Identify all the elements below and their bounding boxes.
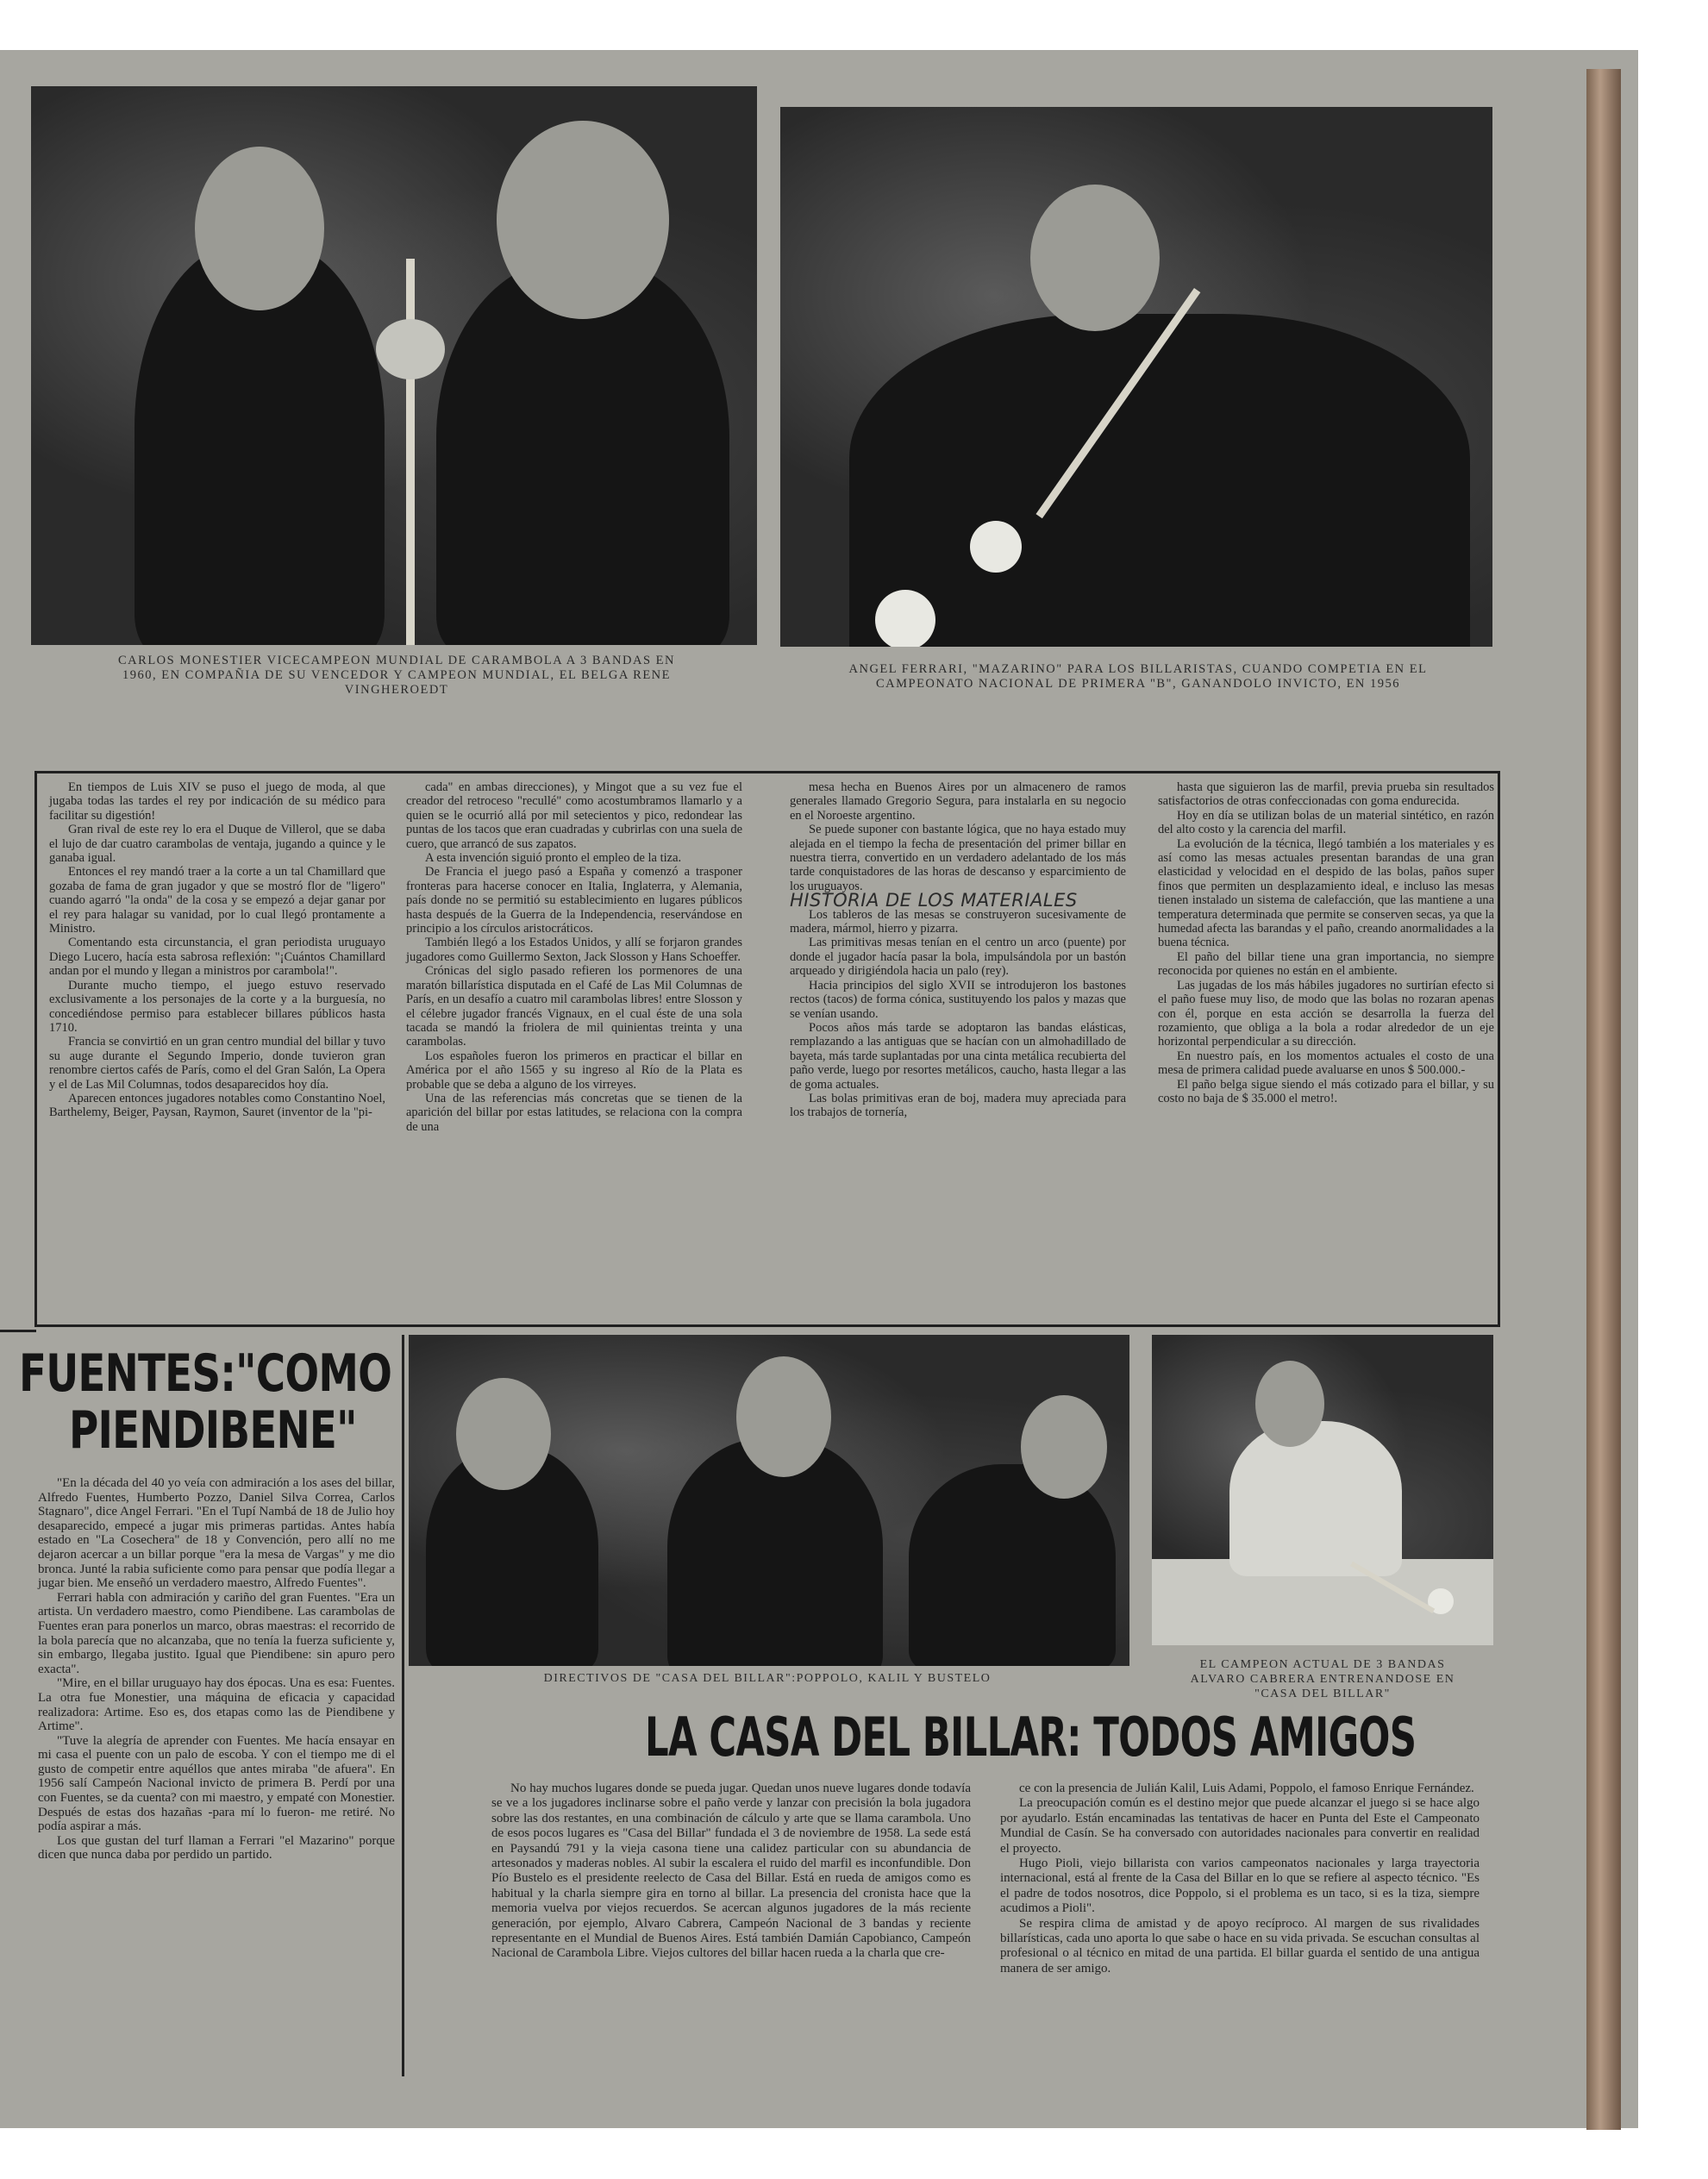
paragraph: Francia se convirtió en un gran centro mundial del billar y tuvo su auge durante el Segundo Imperio, donde tuvieron gran renombre ciertos cafés de París, como el del Gran Salón, La Opera y el de Las Mil Columnas, todos desaparecidos hoy día. — [49, 1035, 385, 1092]
divider — [0, 1330, 36, 1332]
paragraph: "Mire, en el billar uruguayo hay dos épocas. Una es esa: Fuentes. La otra fue Monestier, una máquina de eficacia y capacidad realizadora: Artime. Eso es, dos etapas como las de Piendibene y Artime". — [38, 1676, 395, 1734]
paragraph: "En la década del 40 yo veía con admiración a los ases del billar, Alfredo Fuentes, Humberto Pozzo, Daniel Silva Correa, Carlos Stagnaro", dice Angel Ferrari. "En el Tupí Nambá de 18 de Julio hoy desaparecido, empecé a jugar mis primeras partidas. Antes había estado en "La Cosechera" de 18 y Convención, pero allí no me dejaron acercar a un billar porque "era la mesa de Vargas" y me dio bronca. Junté la rabia suficiente como para pensar que podía llegar a jugar bien. Me enseñó un verdadero maestro, Alfredo Fuentes". — [38, 1476, 395, 1591]
caption-top-right — [793, 662, 1483, 692]
caption-bottom-right — [1152, 1657, 1493, 1701]
paragraph: cada" en ambas direcciones), y Mingot que a su vez fue el creador del retroceso "recullé" como acostumbramos llamarlo y a quien se le ocurrió allá por mil setecientos y pico, redondear las puntas de los tacos que eran cuadradas y cubrirlas con una suela de cuero, que arrancó de sus zapatos. — [406, 780, 742, 851]
caption-line: "CASA DEL BILLAR" — [1254, 1687, 1391, 1700]
caption-line: ALVARO CABRERA ENTRENANDOSE EN — [1190, 1673, 1455, 1686]
newspaper-page — [0, 50, 1638, 2128]
paragraph: Hacia principios del siglo XVII se introdujeron los bastones rectos (tacos) de forma cónica, sustituyendo los palos y mazas que se venían usando. — [790, 978, 1126, 1021]
history-article-box — [34, 771, 1500, 1327]
paragraph: También llegó a los Estados Unidos, y allí se forjaron grandes jugadores como Guillermo Sexton, Jack Slosson y Hans Schoeffer. — [406, 936, 742, 964]
headline-casa-del-billar: LA CASA DEL BILLAR: TODOS AMIGOS — [645, 1706, 1417, 1769]
paragraph: El paño del billar tiene una gran importancia, no siempre reconocida por quienes no están en el ambiente. — [1158, 949, 1494, 979]
photo-ferrari-playing — [780, 107, 1492, 647]
photo-directivos-casa-del-billar — [409, 1335, 1129, 1666]
paragraph: Las jugadas de los más hábiles jugadores no surtirían efecto si el paño fuese muy liso, de modo que las bolas no rozaran apenas con él, porque en esta acción se desarrolla la fuerza del rozamiento, que obliga a la bola a rodar alrededor de un eje horizontal perpendicular a su dirección. — [1158, 978, 1494, 1049]
page-edge — [1586, 69, 1621, 2130]
paragraph: Hugo Pioli, viejo billarista con varios campeonatos nacionales y larga trayectoria internacional, está al frente de la Casa del Billar en lo que se refiere al aspecto técnico. "Es el padre de todos nosotros, dice Poppolo, si el problema es un taco, si es la tiza, siempre acudimos a Pioli". — [1000, 1857, 1480, 1916]
paragraph: "Tuve la alegría de aprender con Fuentes. Me hacía ensayar en mi casa el puente con un palo de escoba. Y con el tiempo me di el gusto de competir entre aquéllos que antes miraba "de afuera". En 1956 salí Campeón Nacional invicto de primera B. Perdí por una con Fuentes, se da cuenta? con mi maestro, y empaté con Monestier. Después de estas dos hazañas -para mí lo fueron- me retiré. No podía aspirar a más. — [38, 1733, 395, 1834]
paragraph: Ferrari habla con admiración y cariño del gran Fuentes. "Era un artista. Un verdadero maestro, como Piendibene. Las carambolas de Fuentes eran para ponerlos un marco, obras maestras: el recorrido de la bola parecía que no alcanzaba, que no tenía la fuerza suficiente y, sin embargo, llegaba justito. Igual que Piendibene: sin apuro pero exacta". — [38, 1590, 395, 1676]
paragraph: Una de las referencias más concretas que se tienen de la aparición del billar por estas latitudes, se relaciona con la compra de una — [406, 1091, 742, 1134]
photo-alvaro-cabrera-training — [1152, 1335, 1493, 1645]
paragraph: Se puede suponer con bastante lógica, que no haya estado muy alejada en el tiempo la fecha de presentación del primer billar en nuestra tierra, convertido en un verdadero adelantado de los más tarde conquistadores de las horas de descanso y esparcimiento de los uruguayos. — [790, 823, 1126, 893]
subhead-historia-materiales: HISTORIA DE LOS MATERIALES — [790, 890, 1078, 911]
paragraph: Hoy en día se utilizan bolas de un material sintético, en razón del alto costo y la carencia del marfil. — [1158, 808, 1494, 837]
paragraph: Aparecen entonces jugadores notables como Constantino Noel, Barthelemy, Beiger, Paysan, Raymon, Sauret (inventor de la "pi- — [49, 1091, 385, 1120]
caption-bottom-middle: DIRECTIVOS DE "CASA DEL BILLAR":POPPOLO, KALIL Y BUSTELO — [543, 1672, 992, 1685]
paragraph: Gran rival de este rey lo era el Duque de Villerol, que se daba el lujo de dar cuatro carambolas de ventaja, jugando a quince y le ganaba igual. — [49, 823, 385, 866]
history-column-3 — [790, 780, 1126, 1120]
paragraph: Durante mucho tiempo, el juego estuvo reservado exclusivamente a los personajes de la corte y a la burguesía, no concediéndose permiso para establecer billares públicos hasta 1710. — [49, 978, 385, 1035]
paragraph: Entonces el rey mandó traer a la corte a un tal Chamillard que gozaba de fama de gran jugador y que se mostró flor de "ligero" cuando agarró "la onda" de la cosa y se empezó a dejar ganar por el rey para halagar su vanidad, por lo cual llegó prontamente a Ministro. — [49, 865, 385, 936]
photo-monestier-vingheroedt — [31, 86, 757, 645]
paragraph: La preocupación común es el destino mejor que puede alcanzar el juego si se hace algo por ayudarlo. Están encaminadas las tentativas de hacer en Punta del Este el Campeonato Mundial de Casín. Se ha conversado con autoridades nacionales para convertir en realidad el proyecto. — [1000, 1796, 1480, 1856]
paragraph: Pocos años más tarde se adoptaron las bandas elásticas, remplazando a las antiguas que se hacían con un almohadillado de bayeta, más tarde suplantadas por una cinta metálica recubierta del paño verde, luego por resortes metálicos, caucho, hasta llegar a las de goma actuales. — [790, 1020, 1126, 1092]
caption-top-left — [52, 654, 741, 698]
paragraph: No hay muchos lugares donde se pueda jugar. Quedan unos nueve lugares donde todavía se ve a los jugadores inclinarse sobre el paño verde y lanzar con precisión la bola jugadora sobre las dos restantes, en una combinación de cálculo y arte que se llama carambola. Uno de esos pocos lugares es "Casa del Billar" fundada el 3 de noviembre de 1958. La sede está en Paysandú 791 y la vieja casona tiene una calidez particular con su abundancia de artesonados y maderas nobles. Al subir la escalera el ruido del marfil es inconfundible. Don Pío Bustelo es el presidente reelecto de Casa del Billar. Está en rueda de amigos como es habitual y la charla siempre gira en torno al billar. La presencia del cronista hace que la memoria vuelva por viejos recuerdos. Se acercan algunos jugadores de la más reciente generación, por ejemplo, Alvaro Cabrera, Campeón Nacional de 3 bandas y reciente representante en el Mundial de Buenos Aires. Está también Damián Capobianco, Campeón Nacional de Carambola Libre. Viejos cultores del billar hacen rueda a la charla que cre- — [491, 1781, 971, 1961]
paragraph: Los que gustan del turf llaman a Ferrari "el Mazarino" porque dicen que nunca daba por perdido un partido. — [38, 1833, 395, 1863]
caption-line: CARLOS MONESTIER VICECAMPEON MUNDIAL DE CARAMBOLA A 3 BANDAS EN — [118, 654, 675, 667]
caption-line: VINGHEROEDT — [344, 683, 449, 697]
caption-line: EL CAMPEON ACTUAL DE 3 BANDAS — [1199, 1658, 1446, 1671]
paragraph: En nuestro país, en los momentos actuales el costo de una mesa de primera calidad puede avaluarse en unos $ 500.000.- — [1158, 1049, 1494, 1078]
paragraph: mesa hecha en Buenos Aires por un almacenero de ramos generales llamado Gregorio Segura, para instalarla en su negocio en el Noroeste argentino. — [790, 780, 1126, 823]
paragraph: Los españoles fueron los primeros en practicar el billar en América por el año 1565 y su ingreso al Río de la Plata es probable que se deba a alguno de los virreyes. — [406, 1049, 742, 1092]
paragraph: El paño belga sigue siendo el más cotizado para el billar, y su costo no baja de $ 35.000 el metro!. — [1158, 1077, 1494, 1105]
casa-column-2 — [1000, 1781, 1480, 1976]
paragraph: Las primitivas mesas tenían en el centro un arco (puente) por donde el jugador hacía pasar la bola, impulsándola por un bastón arqueado y dirigiéndola hacia un palo (rey). — [790, 936, 1126, 979]
history-column-2 — [406, 780, 742, 1134]
casa-column-1 — [491, 1781, 971, 1962]
paragraph: ce con la presencia de Julián Kalil, Luis Adami, Poppolo, el famoso Enrique Fernández. — [1019, 1781, 1474, 1795]
paragraph: Las bolas primitivas eran de boj, madera muy apreciada para los trabajos de tornería, — [790, 1091, 1126, 1120]
paragraph: Los tableros de las mesas se construyeron sucesivamente de madera, mármol, hierro y pizarra. — [790, 907, 1126, 936]
paragraph: La evolución de la técnica, llegó también a los materiales y es así como las mesas actuales presentan barandas de una gran elasticidad y velocidad en el despido de las bolas, paños super finos que permiten un desplazamiento ideal, e incluso las mesas tienen instalado un sistema de calefacción, que las mantiene a una temperatura determinada que permite se conserven secas, ya que la humedad afecta las barandas y el paño, creando anormalidades a la buena técnica. — [1158, 836, 1494, 950]
paragraph: De Francia el juego pasó a España y comenzó a trasponer fronteras para hacerse conocer en Italia, Inglaterra, y Alemania, país donde no se permitió su establecimiento en lugares públicos hasta después de la Guerra de la Independencia, reservándose en principio a los círculos aristocráticos. — [406, 865, 742, 936]
paragraph: hasta que siguieron las de marfil, previa prueba sin resultados satisfactorios de otras confeccionadas con goma endurecida. — [1158, 780, 1494, 809]
paragraph: Se respira clima de amistad y de apoyo recíproco. Al margen de sus rivalidades billarísticas, cada uno aporta lo que sabe o hace en su vida privada. Se escuchan consultas al profesional o al técnico en mitad de una partida. El billar guarda el sentido de una antigua manera de ser amigo. — [1000, 1916, 1480, 1976]
history-column-4 — [1158, 780, 1494, 1105]
paragraph: En tiempos de Luis XIV se puso el juego de moda, al que jugaba todas las tardes el rey por indicación de su médico para facilitar su digestión! — [49, 780, 385, 823]
caption-line: CAMPEONATO NACIONAL DE PRIMERA "B", GANANDOLO INVICTO, EN 1956 — [875, 677, 1401, 691]
caption-line: 1960, EN COMPAÑIA DE SU VENCEDOR Y CAMPEON MUNDIAL, EL BELGA RENE — [122, 668, 672, 682]
headline-fuentes-line2: PIENDIBENE" — [69, 1400, 357, 1461]
paragraph: A esta invención siguió pronto el empleo de la tiza. — [425, 851, 682, 866]
caption-line: ANGEL FERRARI, "MAZARINO" PARA LOS BILLARISTAS, CUANDO COMPETIA EN EL — [848, 662, 1428, 676]
fuentes-column — [38, 1476, 395, 1863]
history-column-1 — [49, 780, 385, 1120]
paragraph: Crónicas del siglo pasado refieren los pormenores de una maratón billarística disputada en el Café de Las Mil Columnas de París, en un desafío a cuatro mil carambolas libres! entre Slosson y el célebre jugador francés Vignaux, en el cual éste de una sola tacada se mandó la friolera de mil quinientas treinta y una carambolas. — [406, 964, 742, 1049]
divider — [402, 1335, 404, 2076]
headline-fuentes-line1: FUENTES:"COMO — [19, 1343, 392, 1404]
paragraph: Comentando esta circunstancia, el gran periodista uruguayo Diego Lucero, hacía esta sabrosa reflexión: "¡Cuántos Chamillard andan por el mundo y llegan a ministros por carambola!". — [49, 936, 385, 979]
